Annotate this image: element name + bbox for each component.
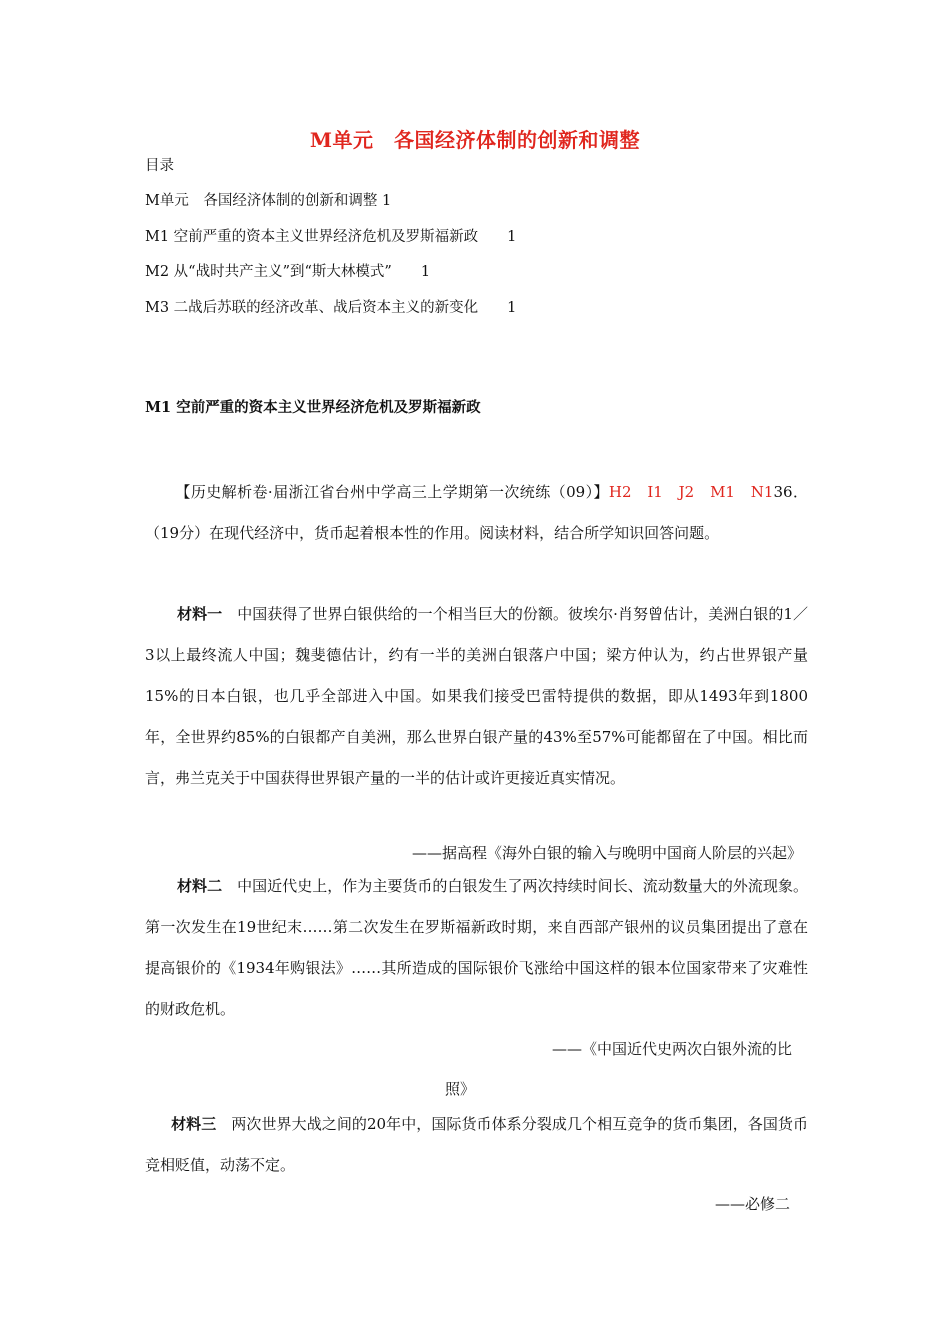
material-three	[145, 1104, 808, 1186]
section-heading: M1 空前严重的资本主义世界经济危机及罗斯福新政	[145, 399, 481, 416]
material-source: ——必修二	[714, 1195, 790, 1213]
question-body: 36．（19分）在现代经济中，货币起着根本性的作用。阅读材料，结合所学知识回答问题。	[145, 483, 808, 542]
toc-item[interactable]: M1 空前严重的资本主义世界经济危机及罗斯福新政 1	[145, 229, 517, 245]
material-label: 材料二	[177, 877, 223, 895]
material-source: ——据高程《海外白银的输入与晚明中国商人阶层的兴起》	[411, 844, 802, 862]
toc-item[interactable]: M2 从“战时共产主义”到“斯大林模式” 1	[145, 264, 431, 280]
question-source: 【历史解析卷·届浙江省台州中学高三上学期第一次统练（09）】	[175, 483, 609, 501]
material-source-continued: 照》	[445, 1080, 476, 1098]
toc-item[interactable]: M3 二战后苏联的经济改革、战后资本主义的新变化 1	[145, 300, 517, 316]
material-label: 材料一	[177, 605, 223, 623]
document-title: M单元 各国经济体制的创新和调整	[309, 128, 641, 152]
toc-item[interactable]: M单元 各国经济体制的创新和调整 1	[145, 193, 392, 209]
material-source: ——《中国近代史两次白银外流的比	[551, 1040, 792, 1058]
question-paragraph	[145, 472, 808, 554]
material-text: 中国获得了世界白银供给的一个相当巨大的份额。彼埃尔·肖努曾估计，美洲白银的1／3以上最终流人中国；魏斐德估计，约有一半的美洲白银落户中国；梁方仲认为，约占世界银产量15%的日本白银，也几乎全部进入中国。如果我们接受巴雷特提供的数据，即从1493年到1800年，全世界约85%的白银都产自美洲，那么世界白银产量的43%至57%可能都留在了中国。相比而言，弗兰克关于中国获得世界银产量的一半的估计或许更接近真实情况。	[145, 605, 808, 787]
material-one	[145, 594, 808, 799]
material-label: 材料三	[171, 1115, 217, 1133]
material-two	[145, 866, 808, 1030]
toc-label: 目录	[145, 158, 174, 174]
material-text: 两次世界大战之间的20年中，国际货币体系分裂成几个相互竞争的货币集团，各国货币竞相贬值，动荡不定。	[145, 1115, 808, 1174]
material-text: 中国近代史上，作为主要货币的白银发生了两次持续时间长、流动数量大的外流现象。第一次发生在19世纪末……第二次发生在罗斯福新政时期，来自西部产银州的议员集团提出了意在提高银价的《1934年购银法》……其所造成的国际银价飞涨给中国这样的银本位国家带来了灾难性的财政危机。	[145, 877, 808, 1018]
knowledge-codes: H2 I1 J2 M1 N1	[608, 483, 774, 501]
